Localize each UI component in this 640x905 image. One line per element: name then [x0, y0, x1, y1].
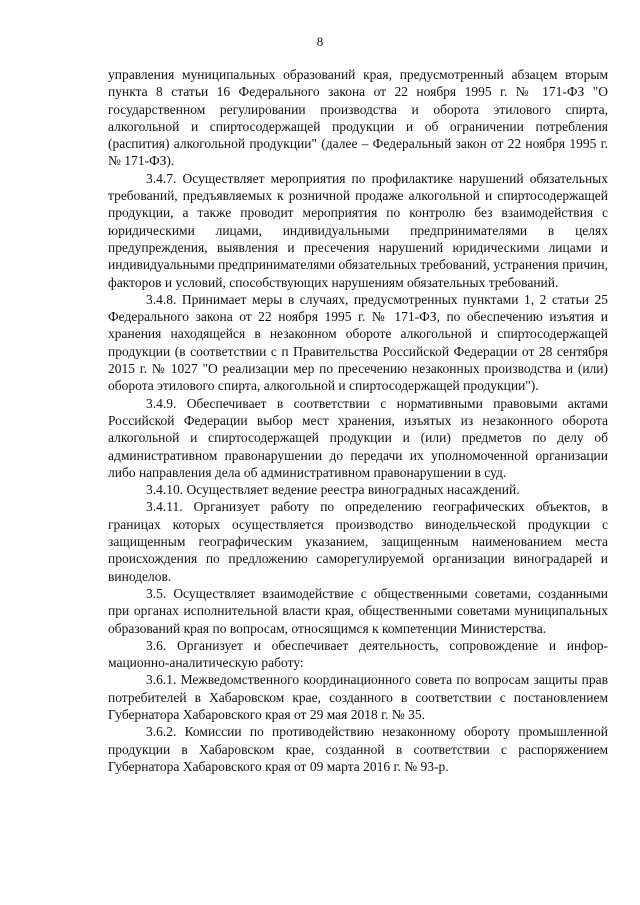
paragraph-3-4-8: 3.4.8. Принимает меры в случаях, предусмотренных пунктами 1, 2 статьи 25 Федерального закона от 22 ноября 1995 г. № 171-ФЗ, по обеспечению изъятия и хранения находящейся в незаконном обороте алкогольной и спиртосодержащей продукции (в соответствии с п Правительства Российской Федерации от 28 сентября 2015 г. № 1027 "О реализации мер по пресечению незаконных производства и (или) оборота этилового спирта, алкогольной и спиртосодержащей продукции").	[108, 291, 608, 394]
paragraph-3-6: 3.6. Организует и обеспечивает деятельность, сопровождение и информационно-аналитическую работу:	[108, 637, 608, 671]
document-body	[108, 66, 608, 775]
page-number: 8	[316, 34, 324, 49]
paragraph-3-4-10: 3.4.10. Осуществляет ведение реестра виноградных насаждений.	[146, 482, 520, 498]
paragraph-3-5: 3.5. Осуществляет взаимодействие с общественными советами, созданными при органах исполнительной власти края, общественными советами муниципальных образований края по вопросам, относящимся к компетенции Министерства.	[108, 585, 608, 636]
paragraph-3-6-1: 3.6.1. Межведомственного координационного совета по вопросам защиты прав потребителей в Хабаровском крае, созданного в соответствии с постановлением Губернатора Хабаровского края от 29 мая 2018 г. № 35.	[108, 672, 608, 722]
paragraph-3-4-9: 3.4.9. Обеспечивает в соответствии с нормативными правовыми актами Российской Федерации выбор мест хранения, изъятых из незаконного оборота алкогольной и спиртосодержащей продукции и (или) предметов по делу об административном правонарушении до передачи их уполномоченной организации либо направления дела об административном правонарушении в суд.	[108, 395, 608, 480]
paragraph-3-4-7: 3.4.7. Осуществляет мероприятия по профилактике нарушений обязательных требований, предъявляемых к розничной продаже алкогольной и спиртосодержащей продукции, а также проводит мероприятия по контролю без взаимодействия с юридическими лицами, индивидуальными предпринимателями в целях предупреждения, выявления и пресечения нарушений юридическими лицами и индивидуальными предпринимателями обязательных требований, устранения причин, факторов и условий, способствующих нарушениям обязательных требований.	[108, 170, 608, 290]
paragraph-continuation: управления муниципальных образований края, предусмотренный абзацем вторым пункта 8 статьи 16 Федерального закона от 22 ноября 1995 г. № 171-ФЗ "О государственном регулировании производства и оборота этилового спирта, алкогольной и спиртосодержащей продукции и об ограничении потребления (распития) алкогольной продукции" (далее – Федеральный закон от 22 ноября 1995 г. № 171-ФЗ).	[108, 67, 608, 169]
paragraph-3-6-2: 3.6.2. Комиссии по противодействию незаконному обороту промышленной продукции в Хабаровском крае, созданной в соответствии с распоряжением Губернатора Хабаровского края от 09 марта 2016 г. № 93-р.	[108, 724, 608, 774]
paragraph-3-4-11: 3.4.11. Организует работу по определению географических объектов, в границах которых осуществляется производство винодельческой продукции с защищенным географическим указанием, защищенным наименованием места происхождения по предложению саморегулируемой организации виноградарей и виноделов.	[108, 499, 608, 584]
